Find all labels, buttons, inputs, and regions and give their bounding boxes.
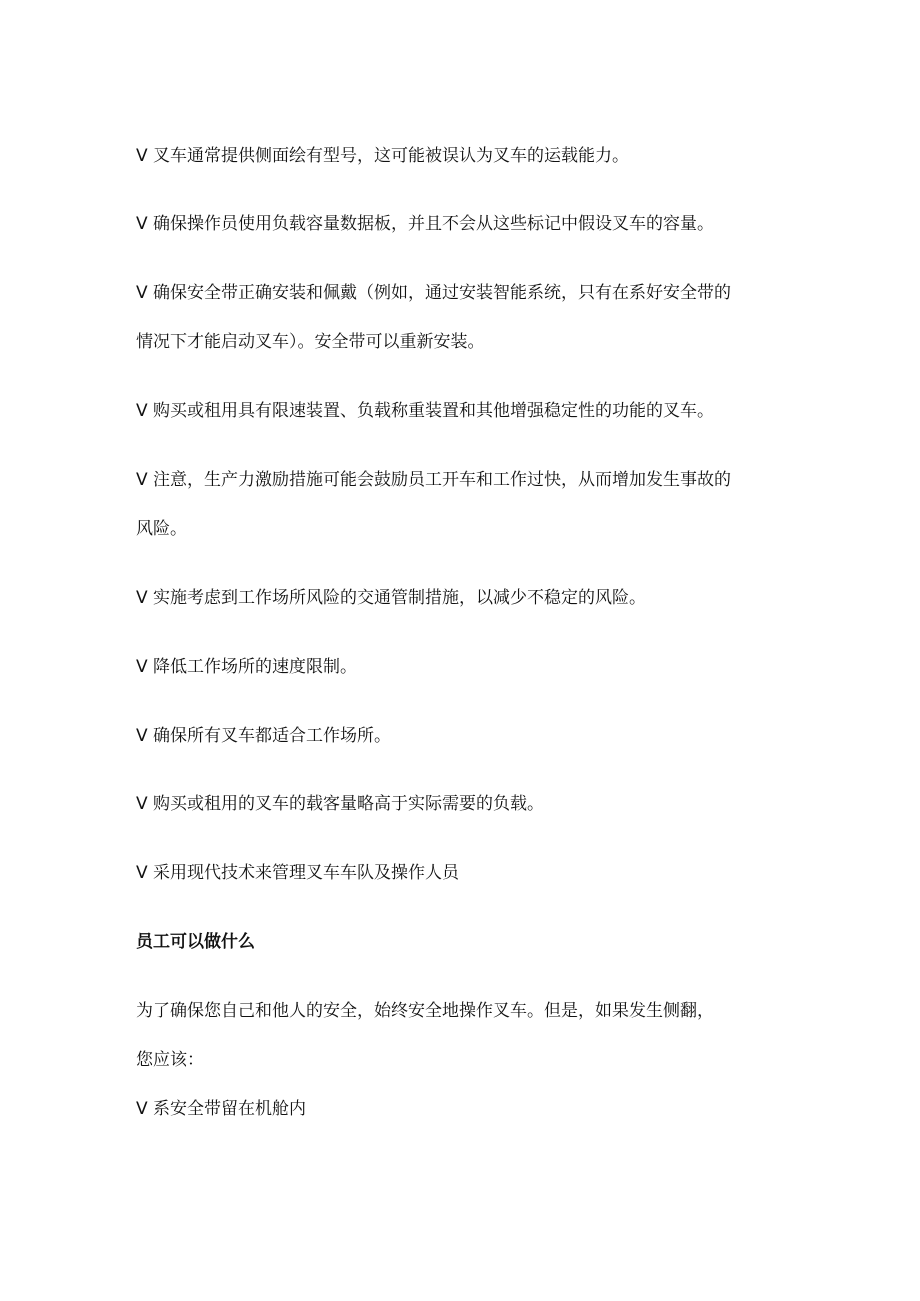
text-line: V 注意，生产力激励措施可能会鼓励员工开车和工作过快，从而增加发生事故的 — [136, 470, 732, 490]
text-line: 风险。 — [136, 519, 187, 539]
text-line: 情况下才能启动叉车）。安全带可以重新安装。 — [136, 332, 485, 352]
text-line: 为了确保您自己和他人的安全，始终安全地操作叉车。但是，如果发生侧翻， — [136, 1001, 714, 1021]
text-line: V 购买或租用具有限速装置、负载称重装置和其他增强稳定性的功能的叉车。 — [136, 401, 715, 421]
text-line: V 采用现代技术来管理叉车车队及操作人员 — [136, 863, 460, 883]
text-line: 您应该： — [136, 1050, 204, 1070]
text-line: V 购买或租用的叉车的载客量略高于实际需要的负载。 — [136, 794, 545, 814]
text-line: V 确保安全带正确安装和佩戴（例如，通过安装智能系统，只有在系好安全带的 — [136, 283, 732, 303]
text-line: V 系安全带留在机舱内 — [136, 1099, 307, 1119]
text-line: V 确保所有叉车都适合工作场所。 — [136, 726, 392, 746]
text-line: V 实施考虑到工作场所风险的交通管制措施，以减少不稳定的风险。 — [136, 588, 647, 608]
text-line: V 降低工作场所的速度限制。 — [136, 657, 358, 677]
text-line: V 叉车通常提供侧面绘有型号，这可能被误认为叉车的运载能力。 — [136, 146, 630, 166]
section-heading: 员工可以做什么 — [136, 932, 255, 952]
text-line: V 确保操作员使用负载容量数据板，并且不会从这些标记中假设叉车的容量。 — [136, 214, 715, 234]
